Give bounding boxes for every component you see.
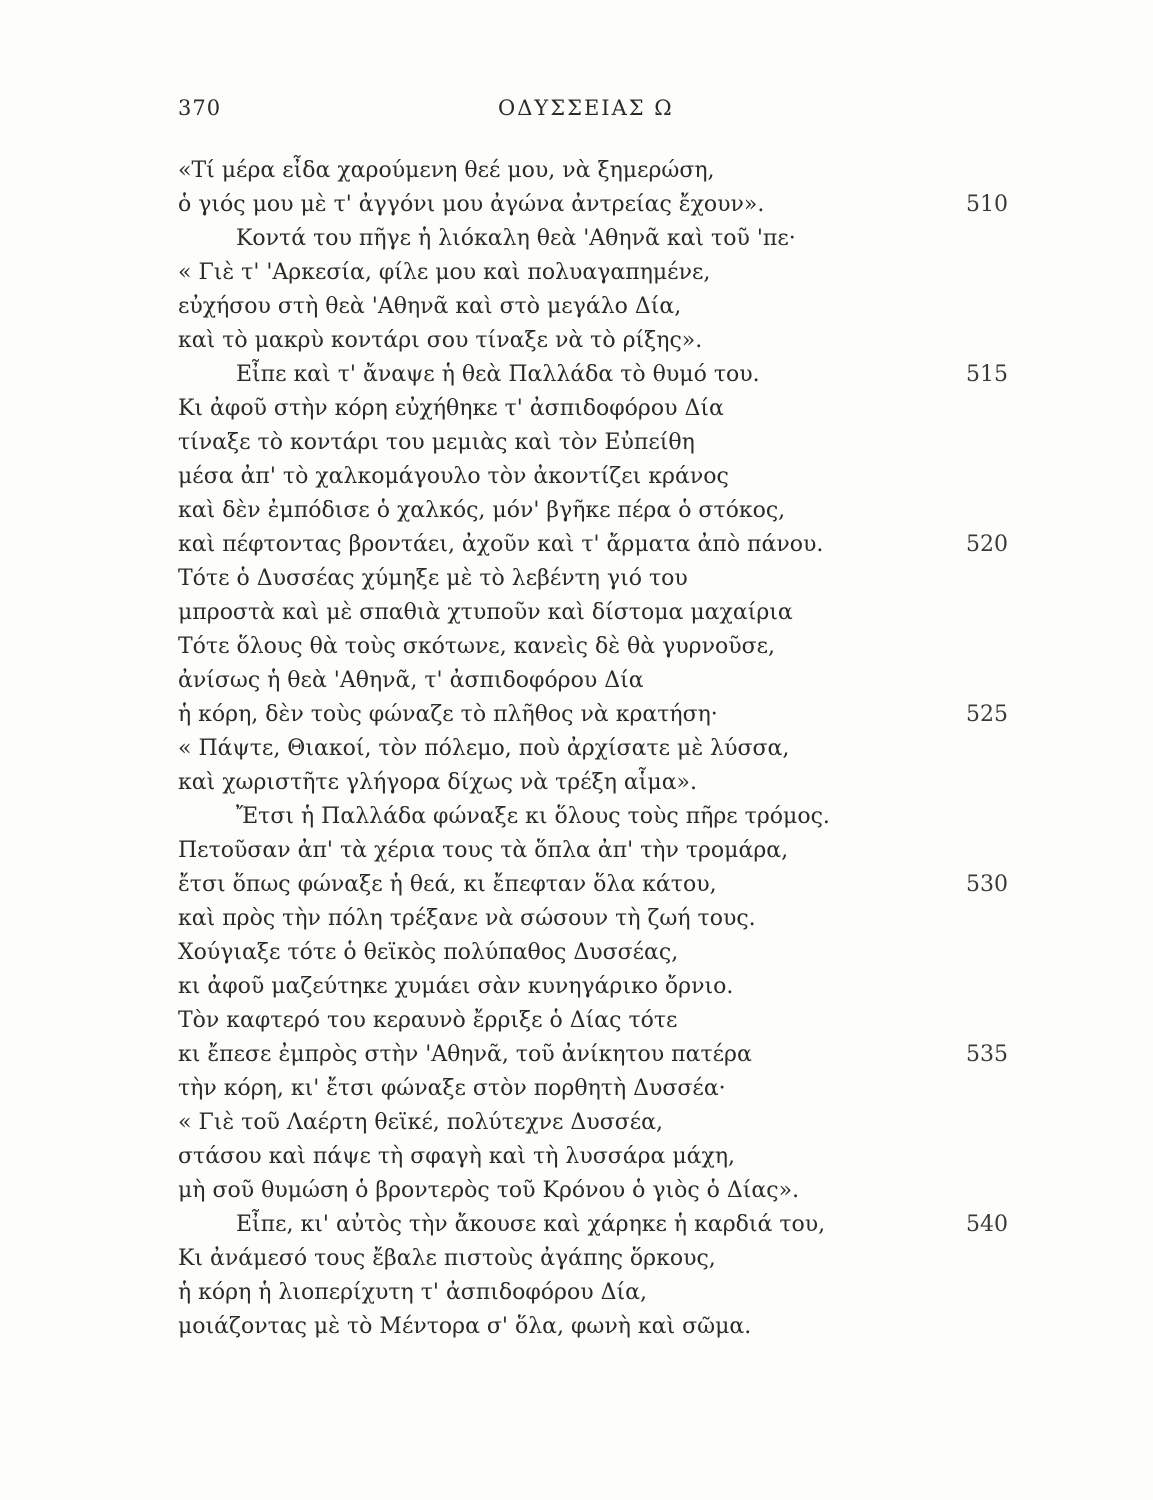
verse-text: Χούγιαξε τότε ὁ θεϊκὸς πολύπαθος Δυσσέας, — [178, 940, 679, 965]
verse-line — [178, 970, 1008, 1004]
line-number: 535 — [966, 1042, 1008, 1067]
verse-line — [178, 528, 1008, 562]
verse-text: καὶ δὲν ἐμπόδισε ὁ χαλκός, μόν' βγῆκε πέρα ὁ στόκος, — [178, 498, 786, 523]
verse-text: ἡ κόρη, δὲν τοὺς φώναζε τὸ πλῆθος νὰ κρατήση· — [178, 702, 718, 727]
verse-line — [178, 1004, 1008, 1038]
verse-line — [178, 1072, 1008, 1106]
verse-line — [178, 1140, 1008, 1174]
verse-list — [178, 154, 1008, 1344]
verse-line — [178, 188, 1008, 222]
verse-text: «Τί μέρα εἶδα χαρούμενη θεέ μου, νὰ ξημερώση, — [178, 158, 715, 183]
verse-line — [178, 596, 1008, 630]
verse-text: τὴν κόρη, κι' ἔτσι φώναξε στὸν πορθητὴ Δυσσέα· — [178, 1076, 726, 1101]
verse-text: « Γιὲ τ' 'Αρκεσία, φίλε μου καὶ πολυαγαπημένε, — [178, 260, 711, 285]
verse-text: ἔτσι ὅπως φώναξε ἡ θεά, κι ἔπεφταν ὅλα κάτου, — [178, 872, 717, 897]
verse-text: στάσου καὶ πάψε τὴ σφαγὴ καὶ τὴ λυσσάρα μάχη, — [178, 1144, 736, 1169]
verse-line — [178, 222, 1008, 256]
verse-text: « Γιὲ τοῦ Λαέρτη θεϊκέ, πολύτεχνε Δυσσέα, — [178, 1110, 663, 1135]
verse-line — [178, 290, 1008, 324]
verse-line — [178, 800, 1008, 834]
verse-line — [178, 154, 1008, 188]
line-number: 540 — [966, 1212, 1008, 1237]
verse-line — [178, 562, 1008, 596]
verse-text: Εἶπε καὶ τ' ἄναψε ἡ θεὰ Παλλάδα τὸ θυμό του. — [236, 362, 760, 387]
verse-text: ἡ κόρη ἡ λιοπερίχυτη τ' ἀσπιδοφόρου Δία, — [178, 1280, 647, 1305]
verse-text: Τὸν καφτερό του κεραυνὸ ἔρριξε ὁ Δίας τότε — [178, 1008, 678, 1033]
verse-line — [178, 936, 1008, 970]
verse-line — [178, 664, 1008, 698]
verse-text: Κι ἀφοῦ στὴν κόρη εὐχήθηκε τ' ἀσπιδοφόρου Δία — [178, 396, 724, 421]
verse-text: καὶ τὸ μακρὺ κοντάρι σου τίναξε νὰ τὸ ρίξης». — [178, 328, 703, 353]
verse-line — [178, 732, 1008, 766]
verse-text: κι ἀφοῦ μαζεύτηκε χυμάει σὰν κυνηγάρικο ὄρνιο. — [178, 974, 734, 999]
verse-text: ἀνίσως ἡ θεὰ 'Αθηνᾶ, τ' ἀσπιδοφόρου Δία — [178, 668, 644, 693]
verse-text: Πετοῦσαν ἀπ' τὰ χέρια τους τὰ ὅπλα ἀπ' τὴν τρομάρα, — [178, 838, 789, 863]
verse-line — [178, 902, 1008, 936]
verse-line — [178, 1242, 1008, 1276]
verse-text: μὴ σοῦ θυμώση ὁ βροντερὸς τοῦ Κρόνου ὁ γιὸς ὁ Δίας». — [178, 1178, 800, 1203]
verse-text: τίναξε τὸ κοντάρι του μεμιὰς καὶ τὸν Εὐπείθη — [178, 430, 695, 455]
running-head — [178, 96, 978, 126]
verse-line — [178, 834, 1008, 868]
verse-line — [178, 766, 1008, 800]
verse-text: μέσα ἀπ' τὸ χαλκομάγουλο τὸν ἀκοντίζει κράνος — [178, 464, 729, 489]
verse-text: μοιάζοντας μὲ τὸ Μέντορα σ' ὅλα, φωνὴ καὶ σῶμα. — [178, 1314, 752, 1339]
verse-text: κι ἔπεσε ἐμπρὸς στὴν 'Αθηνᾶ, τοῦ ἀνίκητου πατέρα — [178, 1042, 752, 1067]
verse-text: εὐχήσου στὴ θεὰ 'Αθηνᾶ καὶ στὸ μεγάλο Δία, — [178, 294, 682, 319]
line-number: 525 — [966, 702, 1008, 727]
verse-text: Τότε ὁ Δυσσέας χύμηξε μὲ τὸ λεβέντη γιό του — [178, 566, 688, 591]
verse-line — [178, 460, 1008, 494]
verse-line — [178, 1208, 1008, 1242]
verse-line — [178, 1106, 1008, 1140]
verse-line — [178, 1310, 1008, 1344]
line-number: 530 — [966, 872, 1008, 897]
verse-text: Ἔτσι ἡ Παλλάδα φώναξε κι ὅλους τοὺς πῆρε τρόμος. — [236, 804, 830, 829]
line-number: 520 — [966, 532, 1008, 557]
verse-line — [178, 1038, 1008, 1072]
verse-line — [178, 256, 1008, 290]
verse-text: Κοντά του πῆγε ἡ λιόκαλη θεὰ 'Αθηνᾶ καὶ τοῦ 'πε· — [236, 226, 796, 251]
verse-line — [178, 868, 1008, 902]
verse-line — [178, 698, 1008, 732]
line-number: 510 — [966, 192, 1008, 217]
verse-text: Τότε ὅλους θὰ τοὺς σκότωνε, κανεὶς δὲ θὰ γυρνοῦσε, — [178, 634, 775, 659]
verse-line — [178, 1174, 1008, 1208]
verse-line — [178, 494, 1008, 528]
verse-line — [178, 630, 1008, 664]
verse-text: καὶ πέφτοντας βροντάει, ἀχοῦν καὶ τ' ἄρματα ἀπὸ πάνου. — [178, 532, 824, 557]
verse-line — [178, 324, 1008, 358]
verse-line — [178, 392, 1008, 426]
verse-text: Εἶπε, κι' αὐτὸς τὴν ἄκουσε καὶ χάρηκε ἡ καρδιά του, — [236, 1212, 826, 1237]
verse-text: μπροστὰ καὶ μὲ σπαθιὰ χτυποῦν καὶ δίστομα μαχαίρια — [178, 600, 793, 625]
verse-text: καὶ πρὸς τὴν πόλη τρέξανε νὰ σώσουν τὴ ζωή τους. — [178, 906, 756, 931]
book-title: ΟΔΥΣΣΕΙΑΣ Ω — [498, 96, 674, 120]
verse-text: ὁ γιός μου μὲ τ' ἀγγόνι μου ἀγώνα ἀντρείας ἔχουν». — [178, 192, 765, 217]
verse-text: Κι ἀνάμεσό τους ἔβαλε πιστοὺς ἀγάπης ὅρκους, — [178, 1246, 716, 1271]
verse-text: καὶ χωριστῆτε γλήγορα δίχως νὰ τρέξη αἷμα». — [178, 770, 697, 795]
line-number: 515 — [966, 362, 1008, 387]
verse-text: « Πάψτε, Θιακοί, τὸν πόλεμο, ποὺ ἀρχίσατε μὲ λύσσα, — [178, 736, 790, 761]
page-number: 370 — [178, 96, 222, 120]
verse-line — [178, 1276, 1008, 1310]
verse-line — [178, 358, 1008, 392]
verse-line — [178, 426, 1008, 460]
